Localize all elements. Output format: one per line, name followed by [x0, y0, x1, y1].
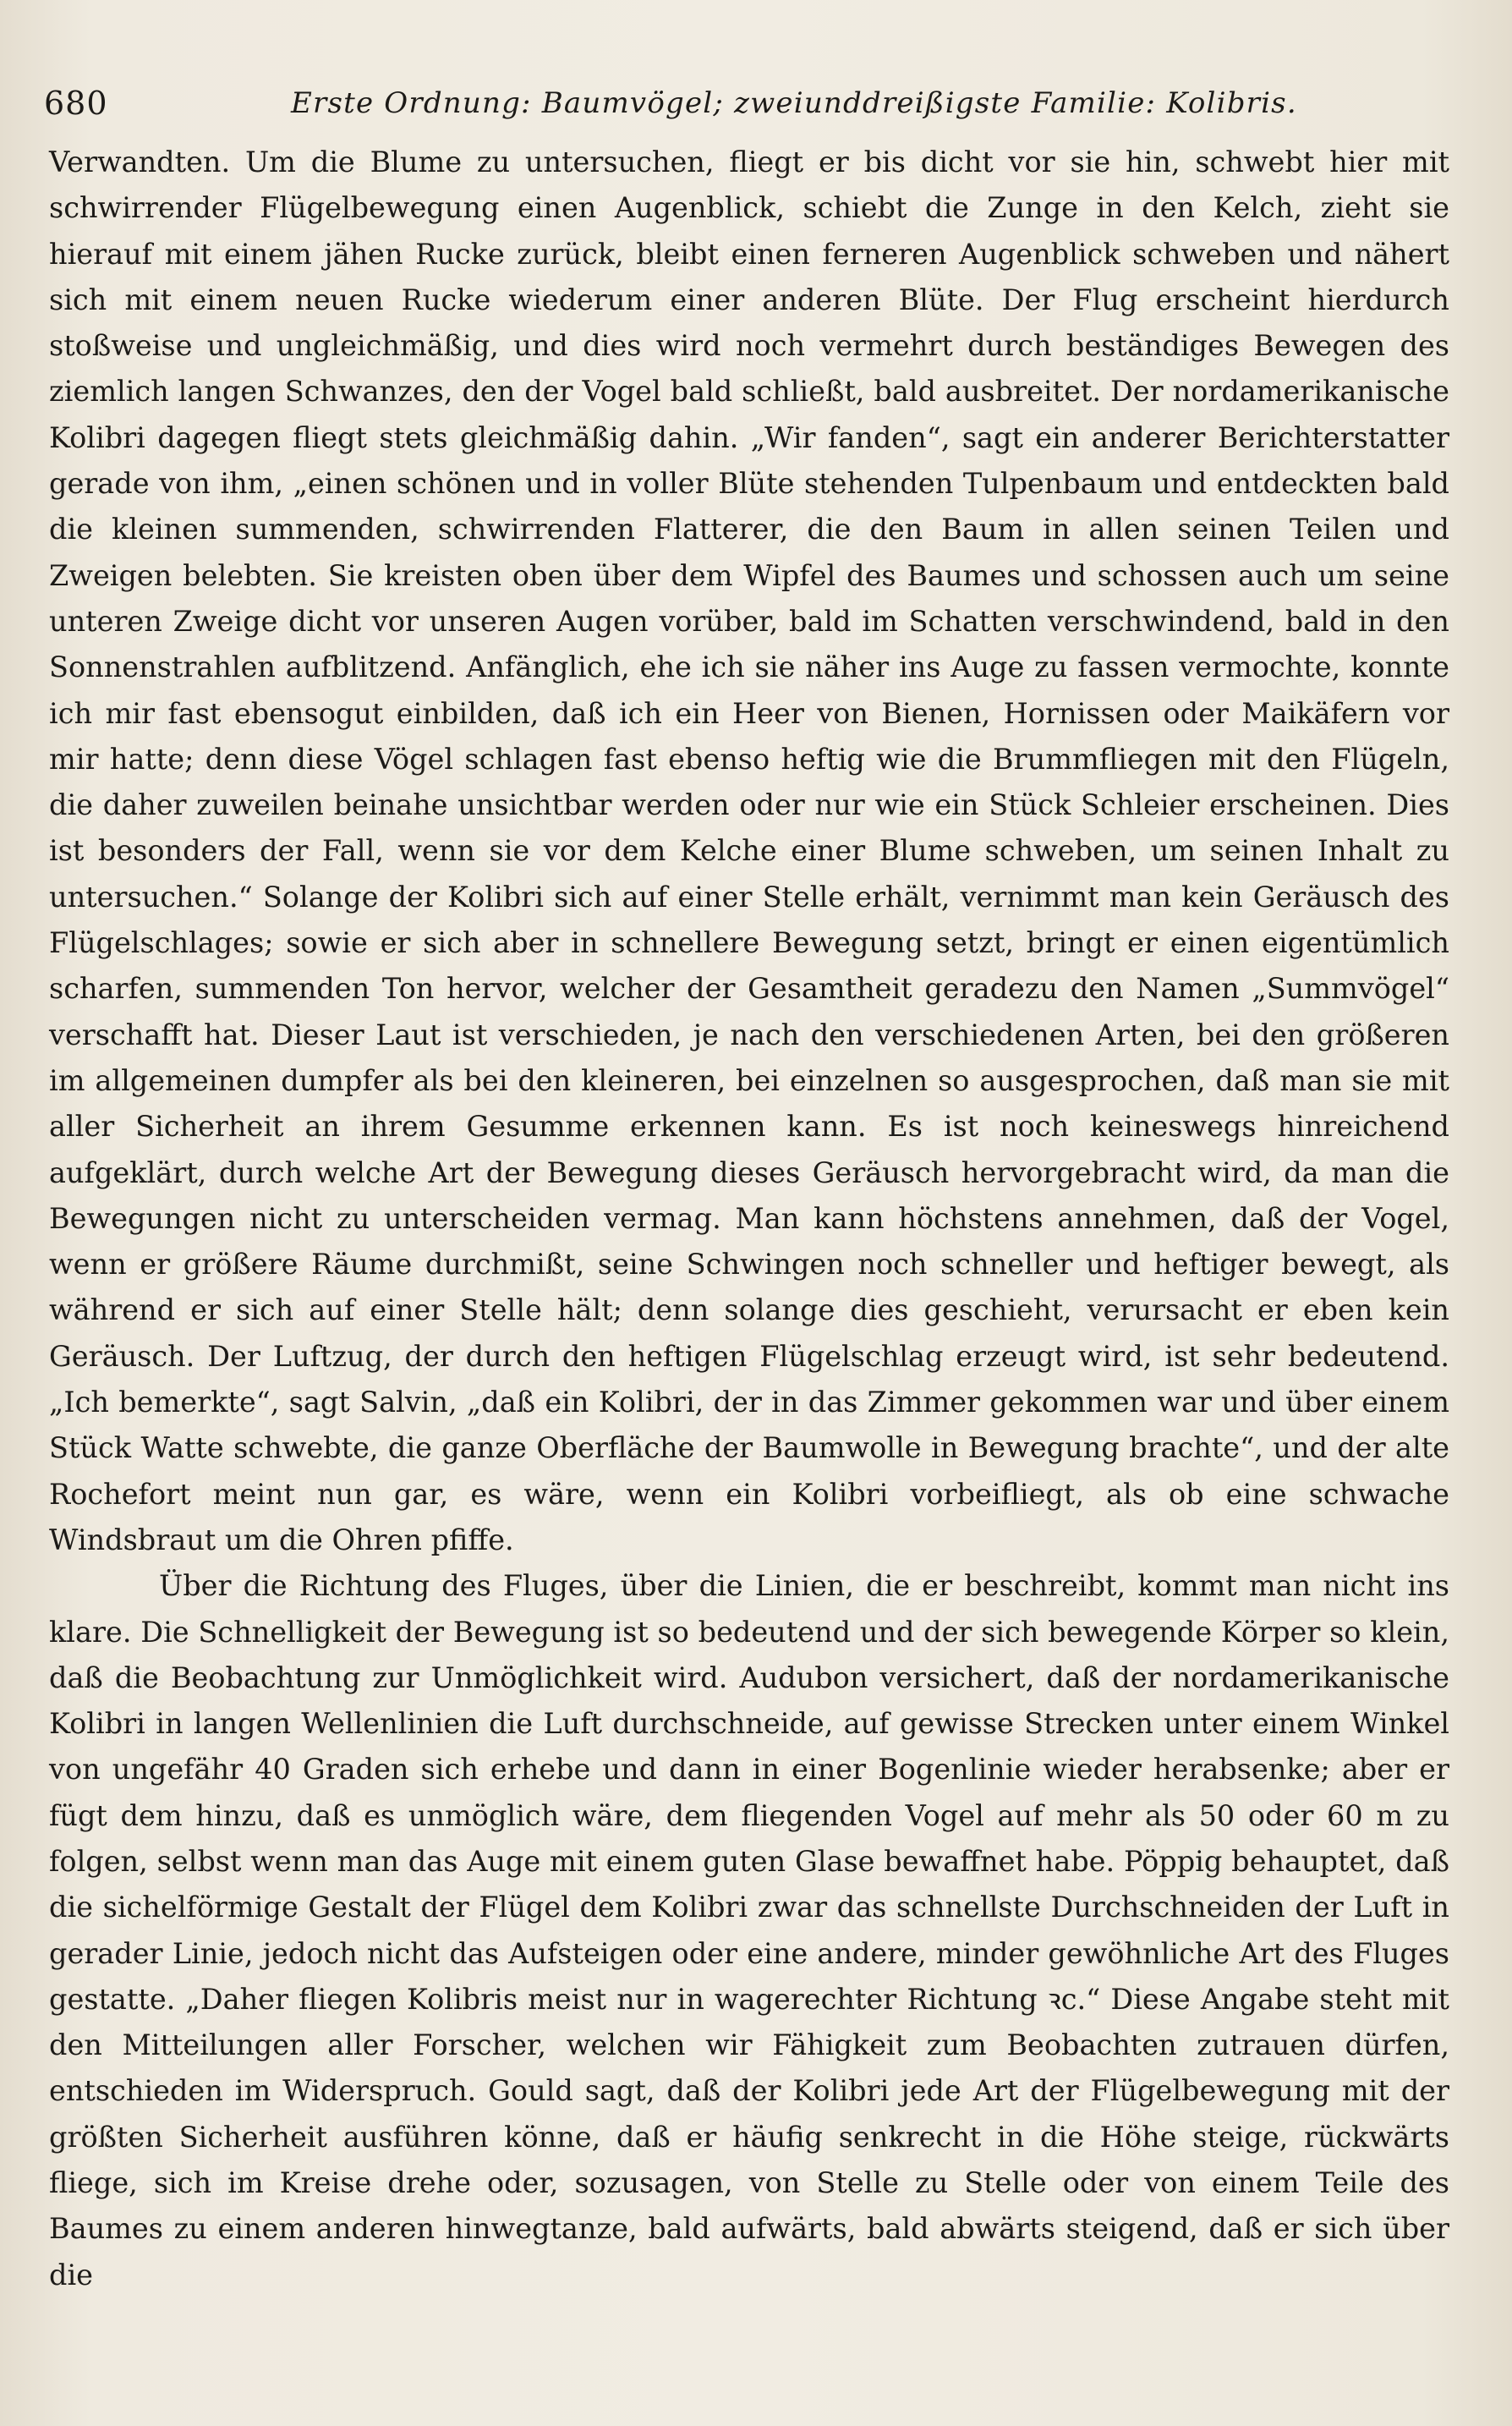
paragraph-1: Verwandten. Um die Blume zu untersuchen, fliegt er bis dicht vor sie hin, schwebt hier mit schwirrender Flügelbewegung einen Augenblick, schiebt die Zunge in den Kelch, zieht sie hierauf mit einem jähen Rucke zurück, bleibt einen ferneren Augenblick schweben und nähert sich mit einem neuen Rucke wiederum einer anderen Blüte. Der Flug erscheint hierdurch stoßweise und ungleichmäßig, und dies wird noch vermehrt durch beständiges Bewegen des ziemlich langen Schwanzes, den der Vogel bald schließt, bald ausbreitet. Der nordamerikanische Kolibri dagegen fliegt stets gleichmäßig dahin. „Wir fanden“, sagt ein anderer Berichterstatter gerade von ihm, „einen schönen und in voller Blüte stehenden Tulpenbaum und entdeckten bald die kleinen summenden, schwirrenden Flatterer, die den Baum in allen seinen Teilen und Zweigen belebten. Sie kreisten oben über dem Wipfel des Baumes und schossen auch um seine unteren Zweige dicht vor unseren Augen vorüber, bald im Schatten verschwindend, bald in den Sonnenstrahlen aufblitzend. Anfänglich, ehe ich sie näher ins Auge zu fassen vermochte, konnte ich mir fast ebensogut einbilden, daß ich ein Heer von Bienen, Hornissen oder Maikäfern vor mir hatte; denn diese Vögel schlagen fast ebenso heftig wie die Brummfliegen mit den Flügeln, die daher zuweilen beinahe unsichtbar werden oder nur wie ein Stück Schleier erscheinen. Dies ist besonders der Fall, wenn sie vor dem Kelche einer Blume schweben, um seinen Inhalt zu untersuchen.“ Solange der Kolibri sich auf einer Stelle erhält, vernimmt man kein Geräusch des Flügelschlages; sowie er sich aber in schnellere Bewegung setzt, bringt er einen eigentümlich scharfen, summenden Ton hervor, welcher der Gesamtheit geradezu den Namen „Summvögel“ verschafft hat. Dieser Laut ist verschieden, je nach den verschiedenen Arten, bei den größeren im allgemeinen dumpfer als bei den kleineren, bei einzelnen so ausgesprochen, daß man sie mit aller Sicherheit an ihrem Gesumme erkennen kann. Es ist noch keineswegs hinreichend aufgeklärt, durch welche Art der Bewegung dieses Geräusch hervorgebracht wird, da man die Bewegungen nicht zu unterscheiden vermag. Man kann höchstens annehmen, daß der Vogel, wenn er größere Räume durchmißt, seine Schwingen noch schneller und heftiger bewegt, als während er sich auf einer Stelle hält; denn solange dies geschieht, verursacht er eben kein Geräusch. Der Luftzug, der durch den heftigen Flügelschlag erzeugt wird, ist sehr bedeutend. „Ich bemerkte“, sagt Salvin, „daß ein Kolibri, der in das Zimmer gekommen war und über einem Stück Watte schwebte, die ganze Oberfläche der Baumwolle in Bewegung brachte“, und der alte Rochefort meint nun gar, es wäre, wenn ein Kolibri vorbeifliegt, als ob eine schwache Windsbraut um die Ohren pfiffe.	[49, 145, 1449, 1556]
running-title: Erste Ordnung: Baumvögel; zweiunddreißigste Familie: Kolibris.	[291, 86, 1297, 120]
paragraph-2: Über die Richtung des Fluges, über die Linien, die er beschreibt, kommt man nicht ins klare. Die Schnelligkeit der Bewegung ist so bedeutend und der sich bewegende Körper so klein, daß die Beobachtung zur Unmöglichkeit wird. Audubon versichert, daß der nordamerikanische Kolibri in langen Wellenlinien die Luft durchschneide, auf gewisse Strecken unter einem Winkel von ungefähr 40 Graden sich erhebe und dann in einer Bogenlinie wieder herabsenke; aber er fügt dem hinzu, daß es unmöglich wäre, dem fliegenden Vogel auf mehr als 50 oder 60 m zu folgen, selbst wenn man das Auge mit einem guten Glase bewaffnet habe. Pöppig behauptet, daß die sichelförmige Gestalt der Flügel dem Kolibri zwar das schnellste Durchschneiden der Luft in gerader Linie, jedoch nicht das Aufsteigen oder eine andere, minder gewöhnliche Art des Fluges gestatte. „Daher fliegen Kolibris meist nur in wagerechter Richtung ꝛc.“ Diese Angabe steht mit den Mitteilungen aller Forscher, welchen wir Fähigkeit zum Beobachten zutrauen dürfen, entschieden im Widerspruch. Gould sagt, daß der Kolibri jede Art der Flügelbewegung mit der größten Sicherheit ausführen könne, daß er häufig senkrecht in die Höhe steige, rückwärts fliege, sich im Kreise drehe oder, sozusagen, von Stelle zu Stelle oder von einem Teile des Baumes zu einem anderen hinwegtanze, bald aufwärts, bald abwärts steigend, daß er sich über die	[49, 1569, 1449, 2292]
page-number: 680	[44, 85, 108, 122]
body-text	[49, 140, 1449, 2298]
running-head	[44, 78, 1448, 129]
